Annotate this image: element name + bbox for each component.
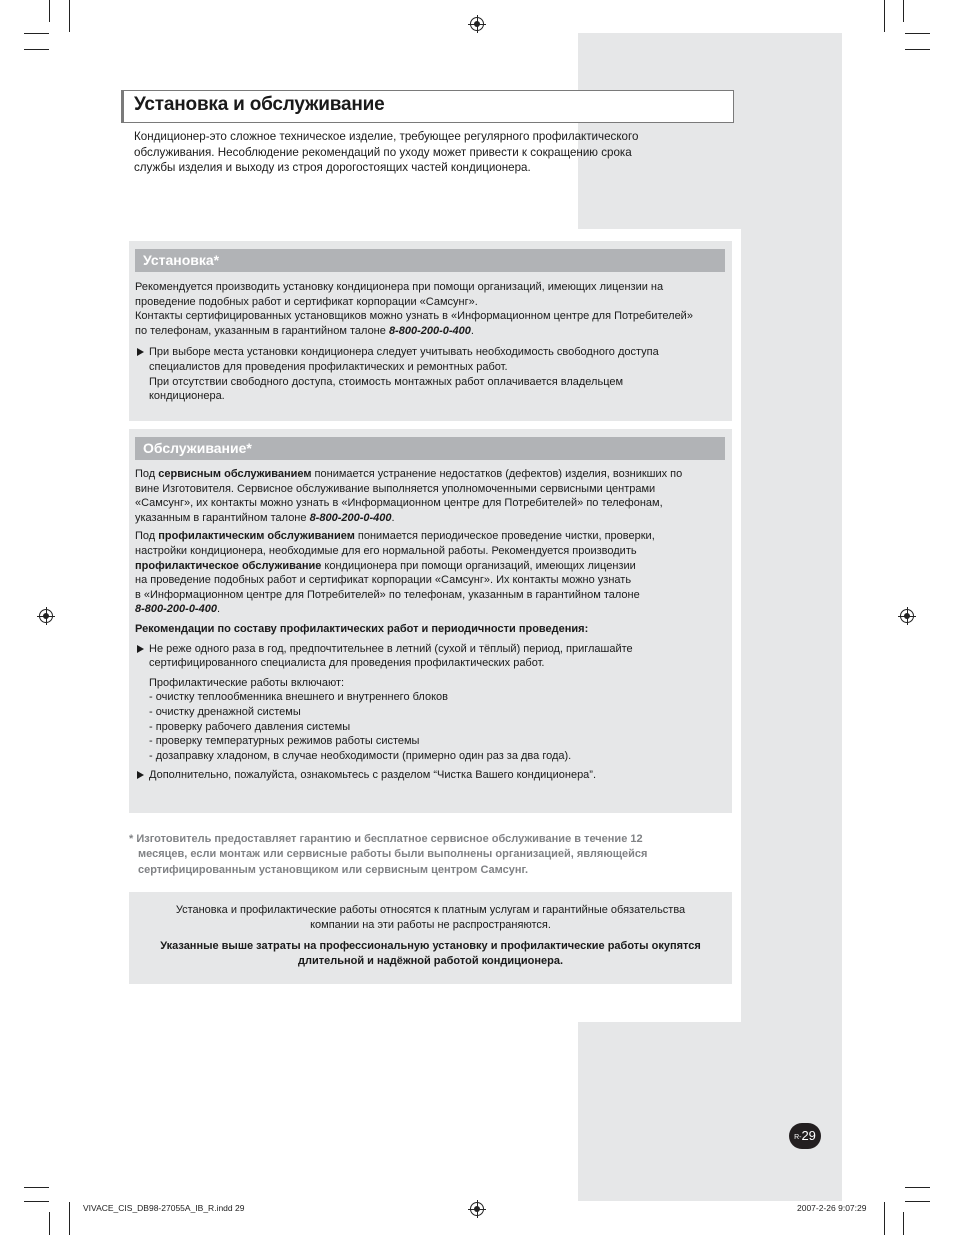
section-body (135, 467, 725, 783)
registration-mark-icon (470, 1202, 484, 1216)
text-line: «Самсунг», их контакты можно узнать в «Информационном центре для Потребителей» по телефонам, (135, 497, 663, 510)
text-line: При отсутствии свободного доступа, стоимость монтажных работ оплачивается владельцем (149, 375, 624, 388)
subheading: Рекомендации по составу профилактических работ и периодичности проведения: (135, 622, 589, 635)
text-fragment: по телефонам, указанным в гарантийном талоне (135, 324, 389, 337)
intro-line: службы изделия и выходу из строя дорогостоящих частей кондиционера. (134, 161, 531, 174)
section-heading: Обслуживание* (135, 437, 725, 460)
registration-mark-icon (39, 609, 53, 623)
slug-filename: VIVACE_CIS_DB98-27055A_IB_R.indd 29 (83, 1203, 245, 1213)
text-fragment: понимается периодическое проведение чистки, проверки, (354, 530, 655, 543)
text-fragment: указанным в гарантийном талоне (135, 511, 310, 524)
works-list (135, 676, 725, 764)
section-body (135, 280, 725, 404)
text-line (135, 529, 725, 544)
text-line: кондиционера. (149, 390, 225, 403)
text-line: При выборе места установки кондиционера следует учитывать необходимость свободного доступа (149, 346, 659, 359)
text-line: вине Изготовителя. Сервисное обслуживание выполняется уполномоченными сервисными центрами (135, 482, 656, 495)
text-fragment: кондиционера при помощи организаций, имеющих лицензии (321, 559, 636, 572)
text-line: в «Информационном центре для Потребителей» по телефонам, указанным в гарантийном талоне (135, 588, 640, 601)
bullet-item (135, 768, 725, 783)
footnote-line: сертифицированным установщиком или сервисным центром Самсунг. (138, 863, 529, 876)
bullet-triangle-icon (137, 348, 144, 356)
text-line: Дополнительно, пожалуйста, ознакомьтесь с разделом “Чистка Вашего кондиционера”. (149, 769, 597, 782)
intro-line: Кондиционер-это сложное техническое изделие, требующее регулярного профилактического (134, 130, 639, 143)
list-item: - проверку рабочего давления системы (149, 720, 351, 733)
notice-bold-text (129, 933, 732, 969)
intro-text (134, 129, 694, 176)
bold-term: профилактическим обслуживанием (158, 530, 355, 543)
text-line: Не реже одного раза в год, предпочтительнее в летний (сухой и тёплый) период, приглашайте (149, 642, 633, 655)
text-line: Контакты сертифицированных установщиков можно узнать в «Информационном центре для Потребителей» (135, 310, 693, 323)
text-line (135, 559, 725, 574)
section-heading: Установка* (135, 249, 725, 272)
text-fragment: Под (135, 530, 159, 543)
text-line: Профилактические работы включают: (149, 676, 345, 689)
page-title: Установка и обслуживание (134, 94, 385, 115)
list-item: - проверку температурных режимов работы системы (149, 735, 420, 748)
footnote-line: месяцев, если монтаж или сервисные работы были выполнены организацией, являющейся (138, 848, 648, 861)
text-line: сертифицированного специалиста для проведения профилактических работ. (149, 657, 545, 670)
text-line: проведение подобных работ и сертификат корпорации «Самсунг». (135, 295, 478, 308)
page-number: 29 (801, 1128, 816, 1143)
footnote-line: * Изготовитель предоставляет гарантию и бесплатное сервисное обслуживание в течение 12 (129, 833, 643, 845)
page-number-prefix: R- (794, 1134, 802, 1141)
text-line: Рекомендуется производить установку кондиционера при помощи организаций, имеющих лицензии на (135, 281, 664, 293)
list-item: - очистку дренажной системы (149, 705, 301, 718)
text-line: указанным в гарантийном талоне 8-800-200-0-400. (135, 511, 395, 524)
notice-text (129, 892, 732, 933)
service-section (129, 429, 732, 813)
registration-mark-icon (470, 17, 484, 31)
text-line: специалистов для проведения профилактических и ремонтных работ. (149, 360, 508, 373)
intro-line: обслуживания. Несоблюдение рекомендаций по уходу может привести к сокращению срока (134, 145, 632, 159)
text-fragment: Под (135, 468, 159, 480)
registration-mark-icon (900, 609, 914, 623)
text-line (135, 467, 725, 482)
notice-line: компании на эти работы не распространяются. (310, 919, 551, 931)
text-line: 8-800-200-0-400. (135, 603, 221, 616)
notice-line: Указанные выше затраты на профессиональную установку и профилактические работы окупятся (160, 940, 701, 952)
notice-box (129, 892, 732, 984)
page-title-box (121, 90, 734, 123)
phone-number: 8-800-200-0-400 (135, 603, 217, 616)
text-fragment: понимается устранение недостатков (дефектов) изделия, возникших по (311, 468, 683, 480)
bullet-triangle-icon (137, 771, 144, 779)
footnote (129, 832, 689, 878)
installation-section (129, 241, 732, 421)
bullet-item (135, 345, 725, 403)
phone-number: 8-800-200-0-400 (388, 324, 471, 337)
bullet-item (135, 642, 725, 671)
notice-line: длительной и надёжной работой кондиционера. (297, 955, 564, 967)
page-number-badge (789, 1123, 821, 1149)
phone-number: 8-800-200-0-400 (309, 511, 392, 524)
notice-line: Установка и профилактические работы относятся к платным услугам и гарантийные обязательства (175, 904, 686, 916)
list-item: - дозаправку хладоном, в случае необходимости (примерно один раз за два года). (149, 749, 572, 762)
list-item: - очистку теплообменника внешнего и внутреннего блоков (149, 691, 448, 704)
text-line: по телефонам, указанным в гарантийном талоне 8-800-200-0-400. (135, 324, 474, 337)
slug-datetime: 2007-2-26 9:07:29 (797, 1203, 867, 1213)
bold-term: сервисным обслуживанием (158, 468, 312, 480)
text-line: на проведение подобных работ и сертификат корпорации «Самсунг». Их контакты можно узнать (135, 574, 632, 587)
bold-term: профилактическое обслуживание (135, 559, 322, 572)
bullet-triangle-icon (137, 645, 144, 653)
text-line: настройки кондиционера, необходимые для его нормальной работы. Рекомендуется производить (135, 544, 637, 557)
